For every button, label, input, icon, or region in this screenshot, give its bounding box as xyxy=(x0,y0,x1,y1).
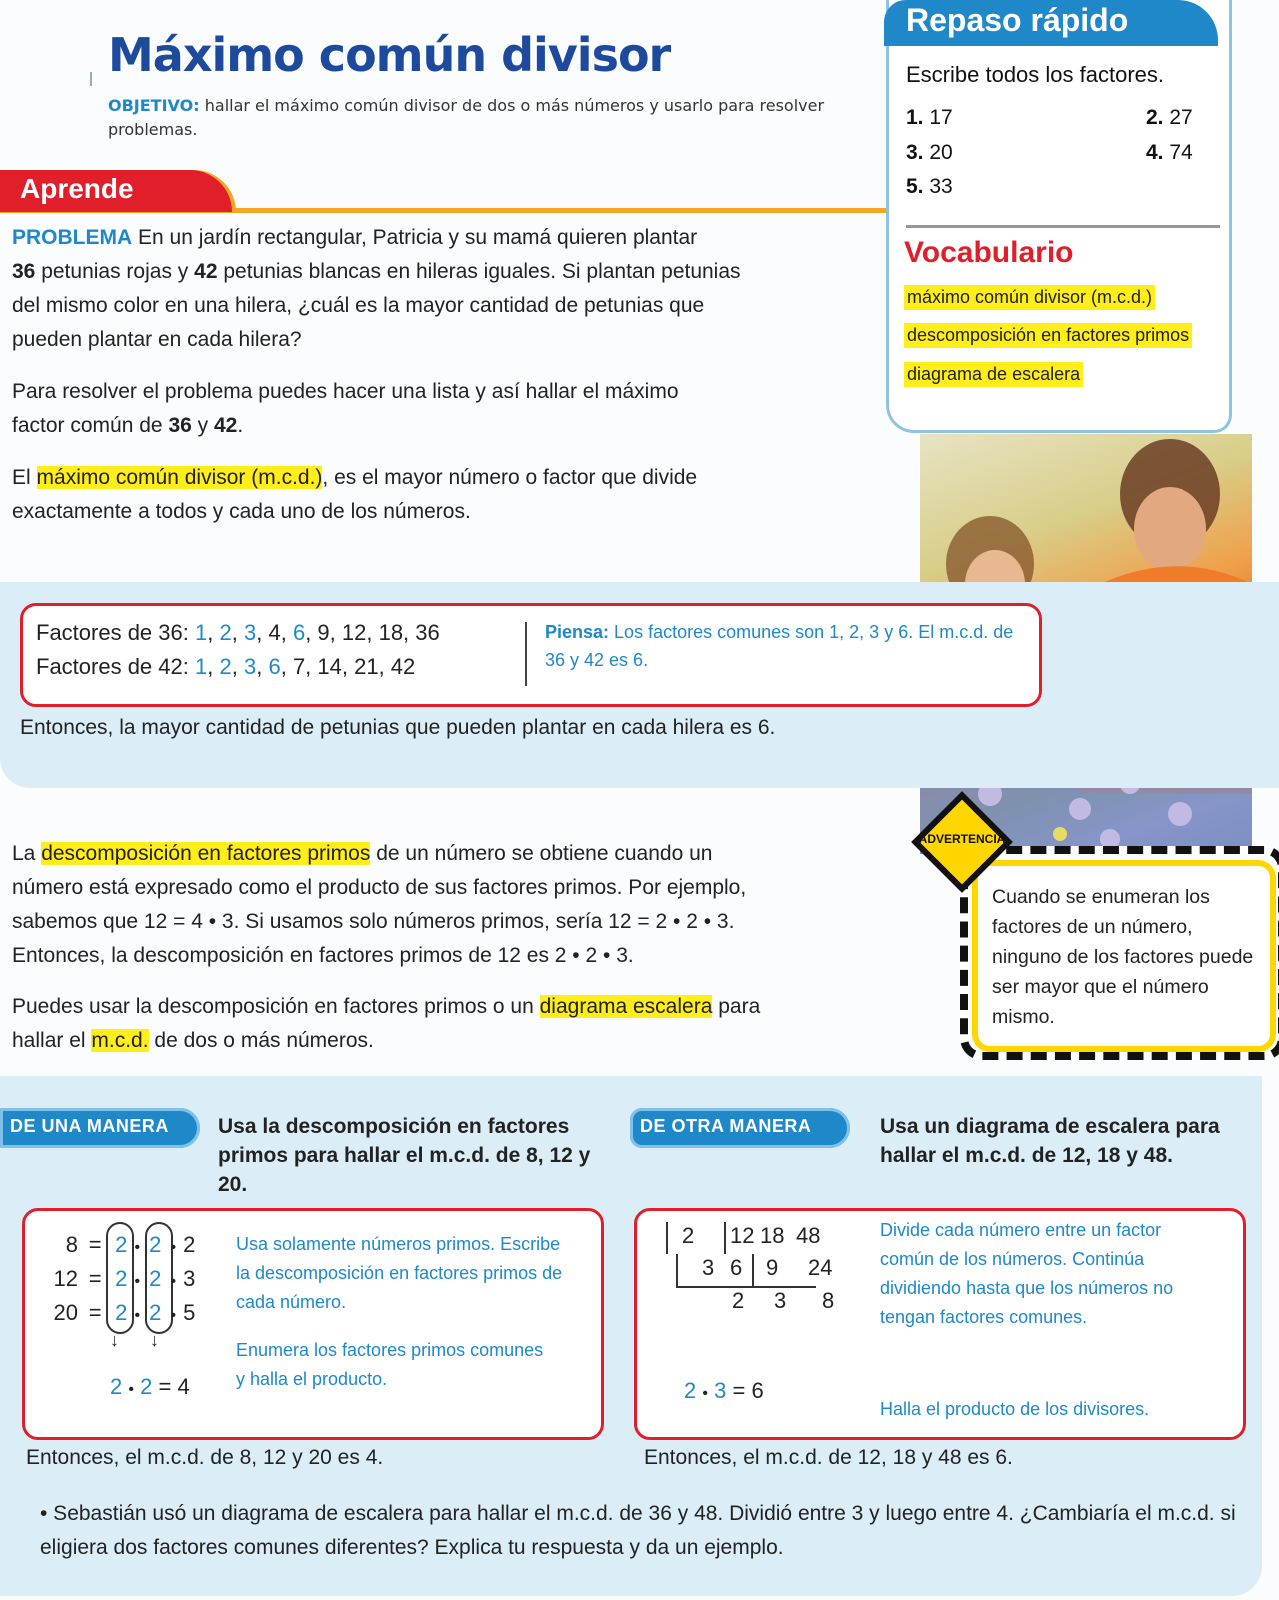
pf-line4: Entonces, la descomposición en factores primos de 12 es 2 • 2 • 3. xyxy=(12,944,634,967)
title-marker xyxy=(90,72,92,86)
pf-la: La xyxy=(12,842,36,865)
mi-text-d: de dos o más números. xyxy=(154,1029,374,1052)
una-manera-desc: Usa la descomposición en factores primos para hallar el m.c.d. de 8, 12 y 20. xyxy=(218,1115,591,1196)
factors-divider xyxy=(525,622,527,686)
method-text-a: Para resolver el problema puedes hacer una lista y así hallar el máximo xyxy=(12,380,679,403)
definition-term: máximo común divisor (m.c.d.) xyxy=(36,466,323,489)
mi-text-a: Puedes usar la descomposición en factores primos o un xyxy=(12,995,534,1018)
mi-text-b: para xyxy=(718,995,761,1018)
problem-text-1: En un jardín rectangular, Patricia y su mamá quieren plantar xyxy=(138,226,698,249)
aprende-banner xyxy=(0,170,232,212)
down-arrow-1: ↓ xyxy=(110,1330,119,1350)
ladder-r1-b: 18 xyxy=(760,1223,785,1248)
una-manera-result: 2 • 2 = 4 xyxy=(110,1374,190,1399)
una-manera-tab xyxy=(0,1108,200,1148)
definition-paragraph xyxy=(12,461,862,529)
method-num-36: 36 xyxy=(168,414,192,437)
method-paragraph xyxy=(12,375,862,443)
discussion-question: • Sebastián usó un diagrama de escalera para hallar el m.c.d. de 36 y 48. Dividió entre 3 y luego entre 4. ¿Cambiaría el m.c.d. si eligiera dos factores comunes diferentes? Explica tu respuesta y da un ejemplo. xyxy=(40,1502,1236,1559)
problem-num-42: 42 xyxy=(194,260,218,283)
otra-manera-conclusion: Entonces, el m.c.d. de 12, 18 y 48 es 6. xyxy=(644,1446,1013,1469)
advertencia-label: ADVERTENCIA xyxy=(918,832,1006,846)
repaso-question-3: 3. 20 xyxy=(906,141,953,164)
una-manera-note-1: Usa solamente números primos. Escribe la descomposición en factores primos de cada número. xyxy=(236,1234,563,1312)
vocab-term-2: descomposición en factores primos xyxy=(904,323,1192,348)
repaso-title: Repaso rápido xyxy=(906,2,1129,38)
problem-text-2b: petunias rojas y xyxy=(41,260,189,283)
pf-row-20: 20 = 2 • 2 • 5 xyxy=(53,1300,196,1325)
otra-manera-result: 2 • 3 = 6 xyxy=(684,1378,764,1403)
piensa-label: Piensa: xyxy=(545,622,610,642)
ladder-line-4 xyxy=(676,1286,816,1288)
ladder-line-5 xyxy=(752,1254,754,1286)
ladder-r1-a: 12 xyxy=(730,1223,755,1248)
pf-term: descomposición en factores primos xyxy=(41,842,371,865)
vocab-term-3: diagrama de escalera xyxy=(904,362,1083,387)
problem-text-3: del mismo color en una hilera, ¿cuál es la mayor cantidad de petunias que xyxy=(12,294,705,317)
pf-row-12: 12 = 2 • 2 • 3 xyxy=(53,1266,196,1291)
repaso-question-1: 1. 17 xyxy=(906,106,953,129)
otra-manera-note-1: Divide cada número entre un factor común de los números. Continúa dividiendo hasta que los números no tengan factores comunes. xyxy=(880,1220,1174,1327)
otra-manera-note-2: Halla el producto de los divisores. xyxy=(880,1399,1150,1419)
una-manera-note-2: Enumera los factores primos comunes y halla el producto. xyxy=(236,1340,544,1389)
ladder-r3-c: 8 xyxy=(822,1288,835,1313)
down-arrow-2: ↓ xyxy=(150,1330,159,1350)
problem-text-2d: petunias blancas en hileras iguales. Si plantan petunias xyxy=(223,260,741,283)
mi-term: diagrama escalera xyxy=(539,995,713,1018)
vocab-term-1: máximo común divisor (m.c.d.) xyxy=(904,285,1155,310)
mi-mcd: m.c.d. xyxy=(91,1029,149,1052)
factors-42: Factores de 42: 1, 2, 3, 6, 7, 14, 21, 42 xyxy=(36,654,416,679)
ladder-divisor-1: 2 xyxy=(682,1223,695,1248)
advertencia-text: Cuando se enumeran los factores de un número, ninguno de los factores puede ser mayor que el número mismo. xyxy=(992,886,1254,1028)
repaso-question-5: 5. 33 xyxy=(906,175,953,198)
prime-factorization-paragraph xyxy=(12,837,902,973)
advertencia-sign xyxy=(906,786,1018,898)
problem-num-36: 36 xyxy=(12,260,36,283)
piensa-note xyxy=(545,618,1015,674)
method-dot: . xyxy=(237,414,244,437)
repaso-question-4: 4. 74 xyxy=(1146,141,1193,164)
ladder-r2-b: 9 xyxy=(766,1255,779,1280)
otra-manera-tab xyxy=(630,1108,850,1148)
factors-conclusion: Entonces, la mayor cantidad de petunias que pueden plantar en cada hilera es 6. xyxy=(20,716,776,739)
mi-text-c: hallar el xyxy=(12,1029,86,1052)
ladder-line-2 xyxy=(724,1222,726,1254)
repaso-tab xyxy=(884,0,1218,46)
factors-36-label: Factores de 36: xyxy=(36,620,189,645)
piensa-text: Los factores comunes son 1, 2, 3 y 6. El m.c.d. de 36 y 42 es 6. xyxy=(545,622,1014,670)
ladder-r3-b: 3 xyxy=(774,1288,787,1313)
otra-manera-desc: Usa un diagrama de escalera para hallar el m.c.d. de 12, 18 y 48. xyxy=(880,1115,1220,1167)
ladder-line-3 xyxy=(676,1254,678,1286)
aprende-label: Aprende xyxy=(20,173,134,204)
pf-rest1: de un número se obtiene cuando un xyxy=(376,842,713,865)
ladder-r3-a: 2 xyxy=(732,1288,745,1313)
factors-42-label: Factores de 42: xyxy=(36,654,189,679)
repaso-instructions: Escribe todos los factores. xyxy=(906,62,1165,87)
method-and: y xyxy=(197,414,209,437)
sidebar-divider xyxy=(906,225,1220,228)
una-manera-tab-label: DE UNA MANERA xyxy=(10,1116,169,1136)
definition-rest: , es el mayor número o factor que divide xyxy=(322,466,698,489)
ladder-r2-a: 6 xyxy=(730,1255,743,1280)
pf-row-8: 8 = 2 • 2 • 2 xyxy=(65,1232,196,1257)
ladder-r2-c: 24 xyxy=(808,1255,833,1280)
objective xyxy=(108,94,838,142)
una-manera-conclusion: Entonces, el m.c.d. de 8, 12 y 20 es 4. xyxy=(26,1446,384,1469)
repaso-question-2: 2. 27 xyxy=(1146,106,1193,129)
vocab-title: Vocabulario xyxy=(904,236,1074,269)
definition-text-b: exactamente a todos y cada uno de los números. xyxy=(12,500,471,523)
objective-label: OBJETIVO: xyxy=(108,96,200,115)
definition-el: El xyxy=(12,466,31,489)
otra-manera-tab-label: DE OTRA MANERA xyxy=(640,1116,812,1136)
problem-label: PROBLEMA xyxy=(12,226,133,249)
problem-paragraph xyxy=(12,221,862,357)
objective-text: hallar el máximo común divisor de dos o más números y usarlo para resolver problemas. xyxy=(108,96,825,139)
pf-line3: sabemos que 12 = 4 • 3. Si usamos solo números primos, sería 12 = 2 • 2 • 3. xyxy=(12,910,735,933)
method-text-b: factor común de xyxy=(12,414,163,437)
ladder-divisor-2: 3 xyxy=(702,1255,715,1280)
ladder-r1-c: 48 xyxy=(796,1223,821,1248)
methods-intro-paragraph xyxy=(12,990,912,1058)
ladder-line-1 xyxy=(666,1222,668,1254)
problem-text-4: pueden plantar en cada hilera? xyxy=(12,328,302,351)
pf-line2: número está expresado como el producto de sus factores primos. Por ejemplo, xyxy=(12,876,747,899)
method-num-42: 42 xyxy=(213,414,238,437)
page-title: Máximo común divisor xyxy=(108,28,671,82)
factors-36: Factores de 36: 1, 2, 3, 4, 6, 9, 12, 18, 36 xyxy=(36,620,440,645)
